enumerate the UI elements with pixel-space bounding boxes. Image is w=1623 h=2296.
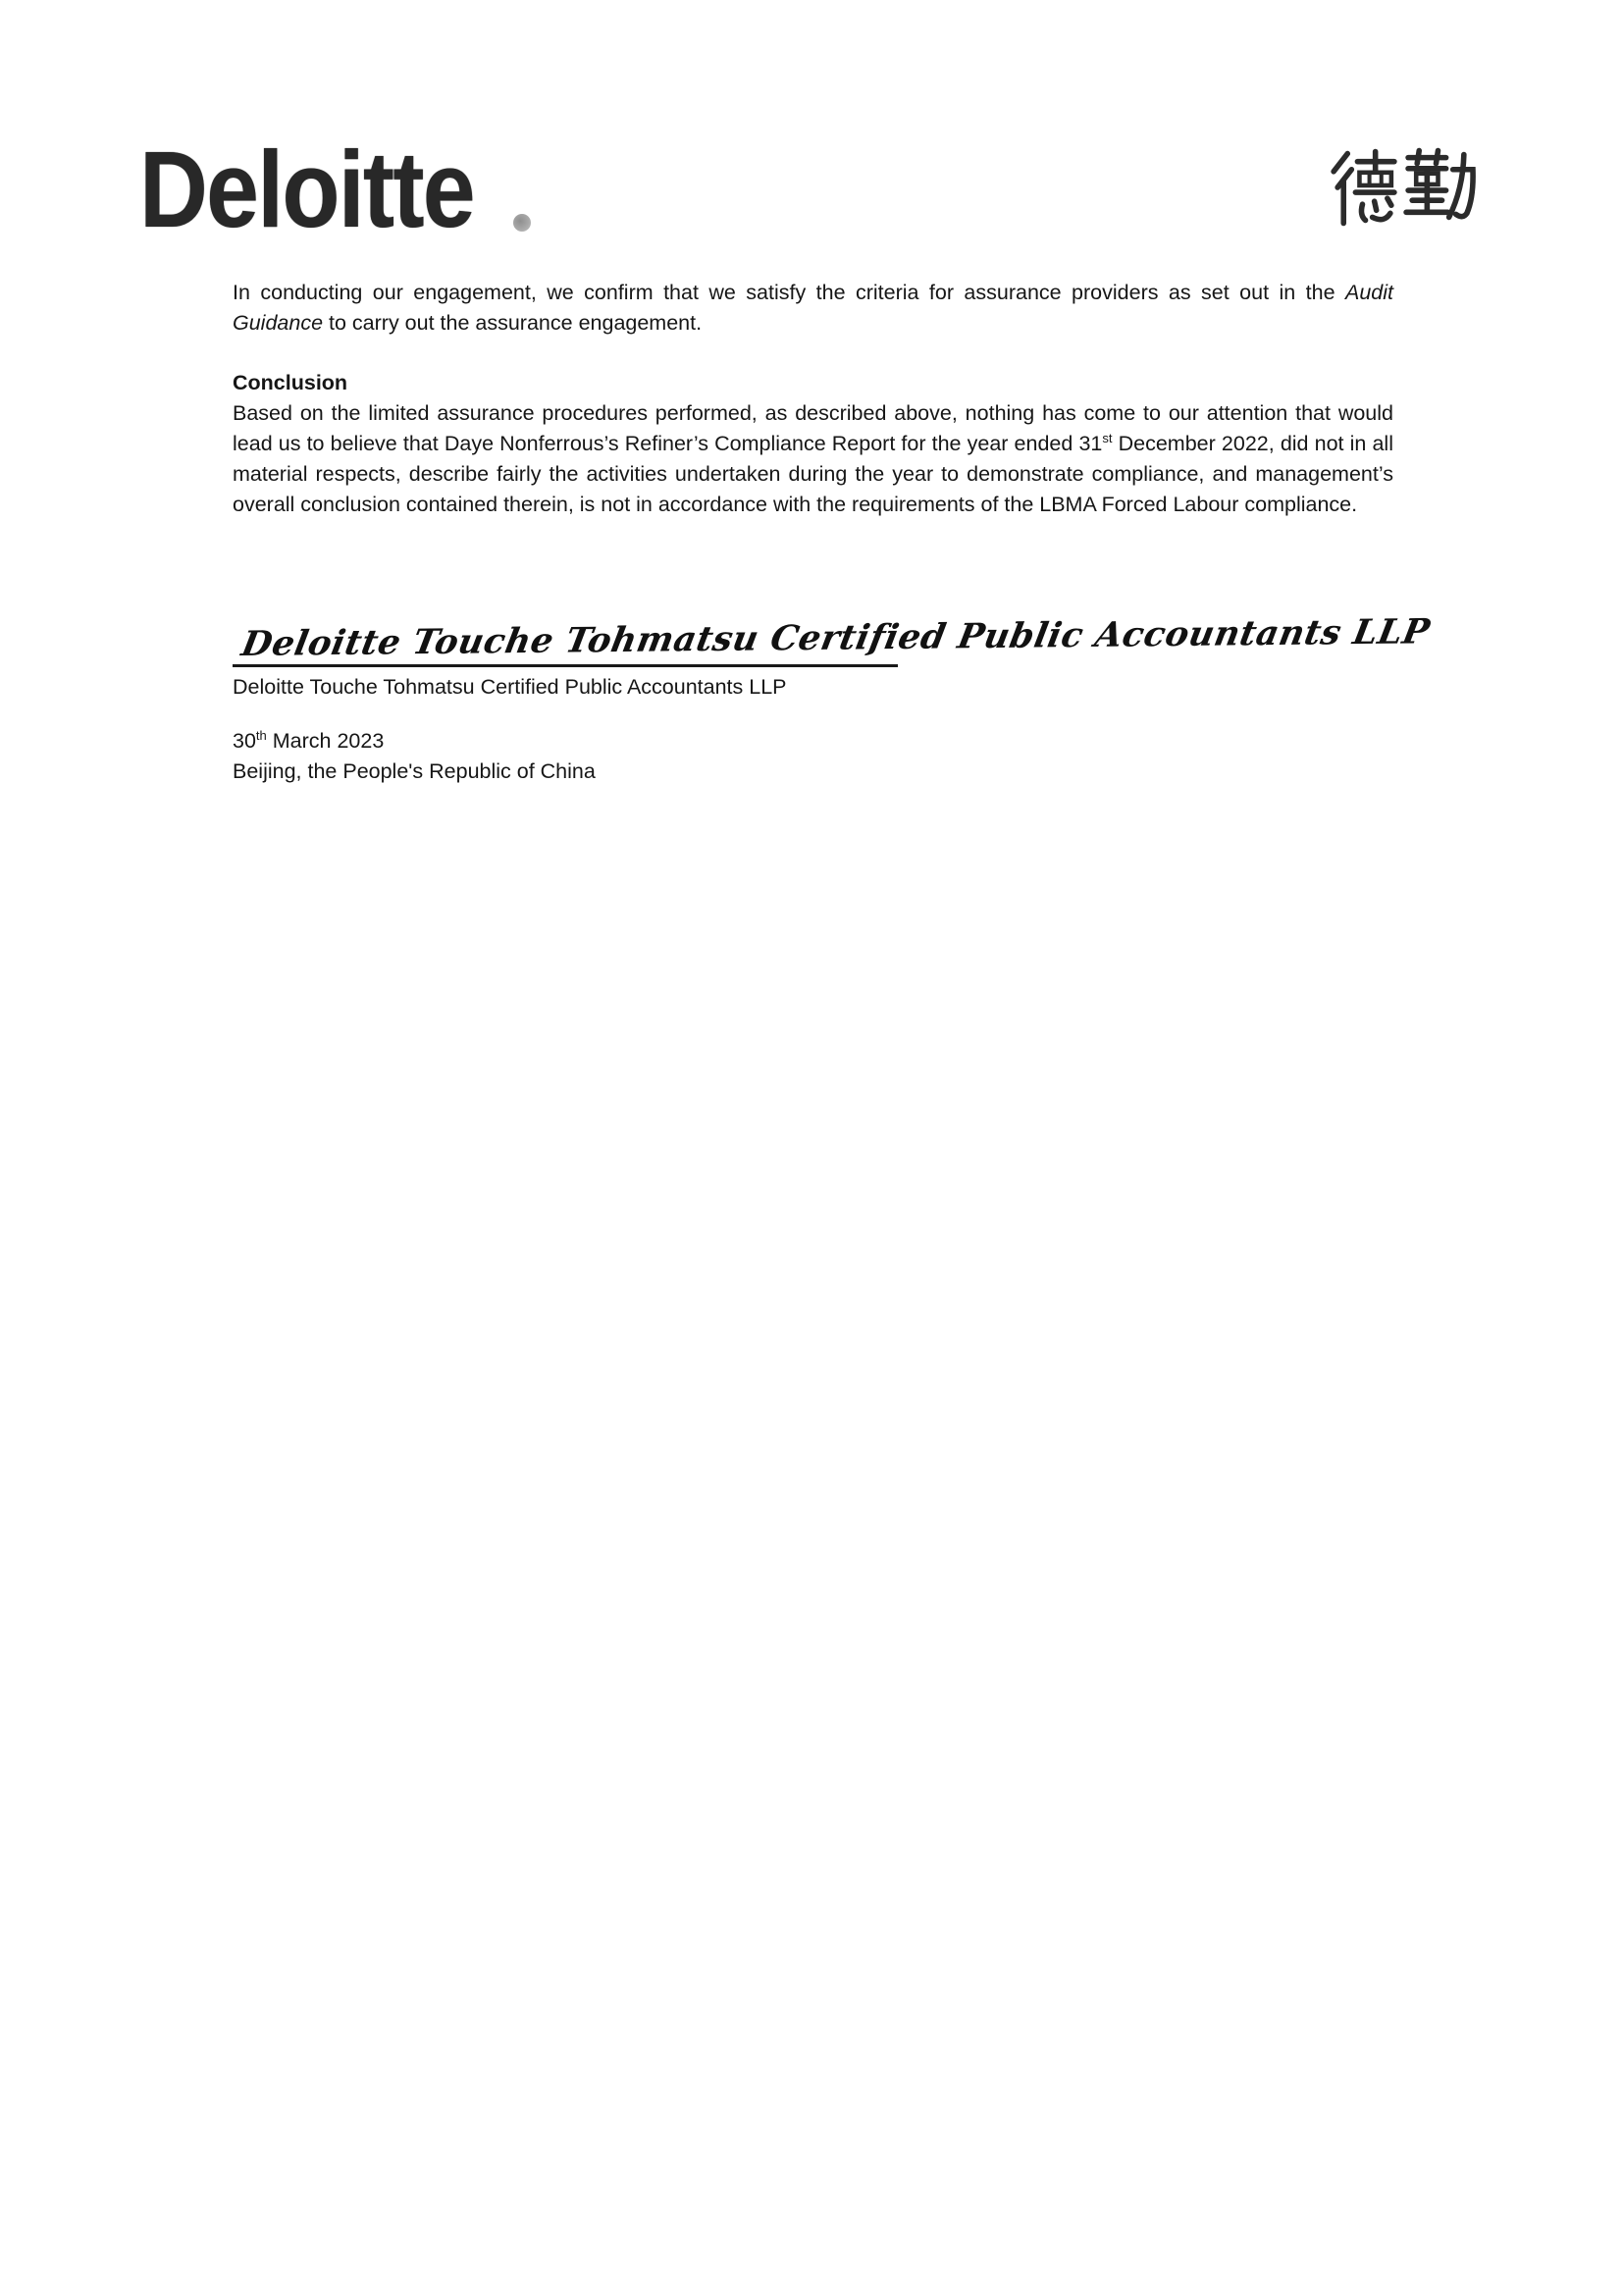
signature-underline: [233, 664, 898, 667]
intro-text-before: In conducting our engagement, we confirm that we satisfy the criteria for assurance providers as set out in the: [233, 281, 1345, 304]
intro-paragraph: [233, 278, 1393, 339]
ordinal-superscript-th: th: [255, 728, 267, 743]
letter-date: [233, 726, 1393, 757]
conclusion-heading: Conclusion: [233, 371, 348, 394]
deloitte-logo: [139, 130, 519, 250]
letter-body: [233, 278, 1434, 787]
conclusion-paragraph: [233, 398, 1393, 520]
deloitte-logo-dot-icon: [513, 214, 531, 232]
date-day: 30: [233, 729, 256, 753]
handwritten-signature: Deloitte Touche Tohmatsu Certified Public Accountants LLP: [238, 611, 1434, 664]
date-month-year: March 2023: [266, 729, 385, 753]
intro-text-after: to carry out the assurance engagement.: [323, 311, 703, 335]
deloitte-logo-text: Deloitte: [139, 130, 474, 250]
letter-location: Beijing, the People's Republic of China: [233, 759, 596, 783]
conclusion-text-part1: Based on the limited assurance procedures performed, as described above, nothing has come to our attention that would lead us to believe that Daye Nonferrous’s Refiner’s Compliance Report for the year ended 31: [233, 401, 1393, 455]
conclusion-text-part2: December 2022, did not in all material respects, describe fairly the activities undertaken during the year to demonstrate compliance, and management’s overall conclusion contained therein, is not in accordance with the requirements of the LBMA Forced Labour compliance.: [233, 432, 1393, 516]
intro-italic-audit-guidance: Audit Guidance: [233, 281, 1393, 335]
deloitte-chinese-logo-icon: [1327, 145, 1476, 230]
signatory-typed-name: Deloitte Touche Tohmatsu Certified Public Accountants LLP: [233, 675, 787, 699]
ordinal-superscript-st: st: [1102, 431, 1113, 445]
signature-block: [233, 606, 1434, 667]
